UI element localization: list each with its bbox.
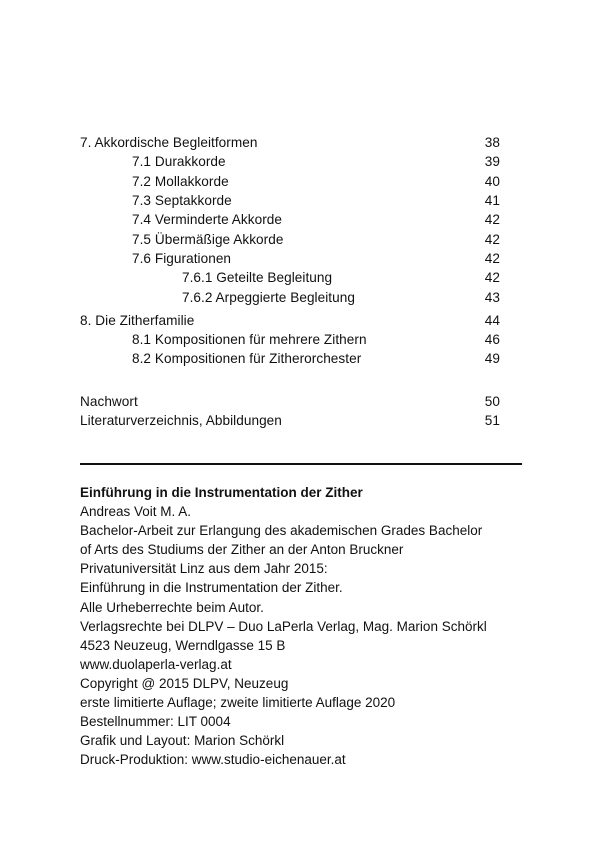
toc-entry-label: 7.3 Septakkorde — [132, 193, 232, 208]
imprint-line: Privatuniversität Linz aus dem Jahr 2015: — [80, 561, 328, 577]
toc-entry-page: 41 — [484, 193, 500, 208]
imprint-author: Andreas Voit M. A. — [80, 504, 192, 520]
toc-entry-label: 8.2 Kompositionen für Zitherorchester — [132, 351, 362, 366]
toc-entry-page: 49 — [484, 351, 500, 366]
imprint-line: Einführung in die Instrumentation der Zither. — [80, 580, 343, 596]
toc-entry-label: Nachwort — [80, 394, 138, 409]
toc-entry-label: 7.4 Verminderte Akkorde — [132, 212, 283, 227]
toc-entry-label: Literaturverzeichnis, Abbildungen — [80, 413, 282, 428]
toc-entry-label: 7.6 Figurationen — [132, 251, 232, 266]
toc-entry — [0, 288, 600, 307]
toc-entry-label: 8. Die Zitherfamilie — [80, 313, 195, 328]
toc-entry — [0, 230, 600, 249]
section-divider — [80, 463, 522, 465]
toc-entry-label: 7.6.1 Geteilte Begleitung — [182, 270, 333, 285]
toc-entry — [0, 172, 600, 191]
toc-entry — [0, 249, 600, 268]
toc-entry — [0, 330, 600, 349]
toc-entry-page: 39 — [484, 154, 500, 169]
imprint-copyright-note: Alle Urheberrechte beim Autor. — [80, 599, 264, 615]
toc-entry — [0, 191, 600, 210]
toc-entry-label: 8.1 Kompositionen für mehrere Zithern — [132, 332, 367, 347]
toc-entry-page: 51 — [484, 413, 500, 428]
toc-entry-page: 40 — [484, 174, 500, 189]
toc-entry — [0, 311, 600, 330]
toc-entry-page: 42 — [484, 212, 500, 227]
toc-entry — [0, 411, 600, 430]
imprint-address: 4523 Neuzeug, Werndlgasse 15 B — [80, 637, 286, 653]
imprint-block — [80, 483, 550, 769]
imprint-publisher: Verlagsrechte bei DLPV – Duo LaPerla Verlag, Mag. Marion Schörkl — [80, 618, 487, 634]
toc-entry-page: 42 — [484, 270, 500, 285]
toc-entry — [0, 152, 600, 171]
imprint-line: Bachelor-Arbeit zur Erlangung des akademischen Grades Bachelor — [80, 523, 483, 539]
imprint-edition: erste limitierte Auflage; zweite limitierte Auflage 2020 — [80, 695, 396, 711]
toc-entry-page: 46 — [484, 332, 500, 347]
toc-entry — [0, 210, 600, 229]
toc-entry-label: 7.5 Übermäßige Akkorde — [132, 232, 284, 247]
imprint-line: of Arts des Studiums der Zither an der Anton Bruckner — [80, 542, 404, 558]
toc-entry-page: 42 — [484, 251, 500, 266]
toc-entry-page: 44 — [484, 313, 500, 328]
imprint-layout-credit: Grafik und Layout: Marion Schörkl — [80, 733, 285, 749]
toc-entry-label: 7.6.2 Arpeggierte Begleitung — [182, 290, 355, 305]
toc-entry-label: 7.1 Durakkorde — [132, 154, 226, 169]
toc-entry-label: 7.2 Mollakkorde — [132, 174, 229, 189]
toc-entry — [0, 349, 600, 368]
toc-entry — [0, 268, 600, 287]
toc-entry-label: 7. Akkordische Begleitformen — [80, 135, 258, 150]
toc-entry-page: 42 — [484, 232, 500, 247]
imprint-print-credit: Druck-Produktion: www.studio-eichenauer.at — [80, 752, 346, 768]
toc-entry — [0, 392, 600, 411]
toc-entry — [0, 133, 600, 152]
imprint-title: Einführung in die Instrumentation der Zither — [80, 485, 363, 500]
imprint-copyright: Copyright @ 2015 DLPV, Neuzeug — [80, 675, 289, 691]
toc-entry-page: 43 — [484, 290, 500, 305]
imprint-order-number: Bestellnummer: LIT 0004 — [80, 714, 231, 730]
toc-entry-page: 50 — [484, 394, 500, 409]
imprint-website: www.duolaperla-verlag.at — [80, 656, 232, 672]
toc-entry-page: 38 — [484, 135, 500, 150]
